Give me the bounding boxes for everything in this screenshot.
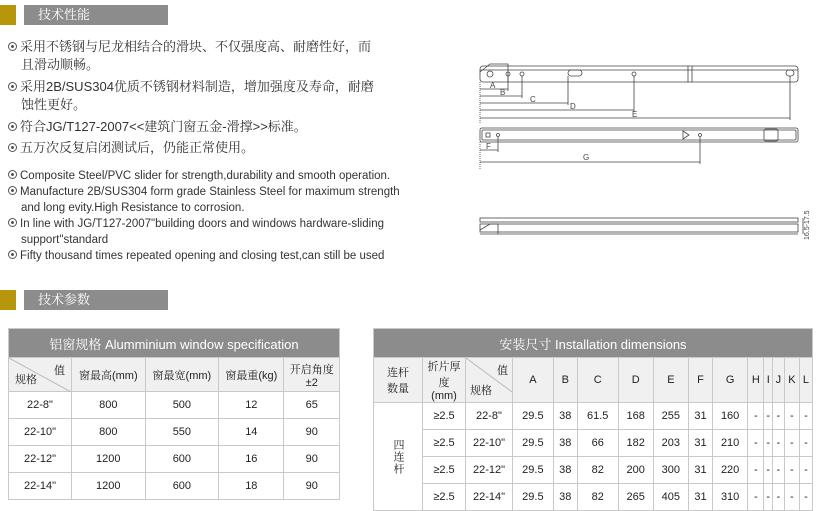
col-header-k: K	[784, 358, 799, 403]
dim-label-e: E	[632, 110, 638, 119]
col-header-c: C	[577, 358, 618, 403]
col-header-i: I	[764, 358, 772, 403]
dim-label-d: D	[570, 102, 576, 111]
corner-cell: 值 规格	[466, 358, 513, 403]
drawing-top-view	[480, 64, 798, 124]
dim-label-g: G	[583, 153, 590, 162]
col-header: 窗最宽(mm)	[145, 358, 219, 392]
feature-cn-2: 采用2B/SUS304优质不锈钢材料制造，增加强度及寿命，耐磨 蚀性更好。	[8, 78, 374, 114]
col-header-thickness: 折片厚度 (mm)	[423, 358, 466, 403]
feature-en-4: Fifty thousand times repeated opening and closing test,can still be used	[8, 248, 384, 264]
feature-cn-3: 符合JG/T127-2007<<建筑门窗五金-滑撑>>标准。	[8, 118, 307, 136]
table-row: 22-14" 1200 600 18 90	[9, 473, 340, 500]
height-label: 16.5-17.5	[804, 210, 811, 240]
section-title: 技术参数	[24, 290, 168, 310]
table-title: 铝窗规格 Alumminium window specification	[9, 329, 340, 358]
bullet-icon	[8, 170, 17, 179]
table-row: ≥2.5 22-12" 29.5 38 82 200 300 31 220 - - - - -	[374, 457, 813, 484]
feature-cn-1: 采用不锈钢与尼龙相结合的滑块、不仅强度高、耐磨性好，而 且滑动顺畅。	[8, 38, 371, 74]
accent-block	[0, 5, 16, 25]
bullet-icon	[8, 42, 17, 51]
bullet-icon	[8, 122, 17, 131]
bullet-icon	[8, 143, 17, 152]
link-group-cell: 四连杆	[374, 403, 423, 511]
dim-label-a: A	[490, 81, 496, 90]
table-row: 22-10" 800 550 14 90	[9, 419, 340, 446]
accent-block	[0, 290, 16, 310]
technical-drawing	[468, 58, 813, 298]
table-row: ≥2.5 22-10" 29.5 38 66 182 203 31 210 - - - - -	[374, 430, 813, 457]
aluminium-spec-table	[8, 328, 340, 500]
dim-label-b: B	[500, 88, 506, 97]
feature-en-1: Composite Steel/PVC slider for strength,durability and smooth operation.	[8, 168, 390, 184]
table-row: 四连杆 ≥2.5 22-8" 29.5 38 61.5 168 255 31 160 - - - - -	[374, 403, 813, 430]
section-title: 技术性能	[24, 5, 168, 25]
col-header-b: B	[553, 358, 577, 403]
col-header-f: F	[688, 358, 712, 403]
bullet-icon	[8, 218, 17, 227]
col-header-l: L	[799, 358, 812, 403]
feature-en-2: Manufacture 2B/SUS304 form grade Stainless Steel for maximum strength and long evity.High Resistance to corrosion.	[8, 184, 400, 216]
installation-dimensions-table	[373, 328, 813, 511]
bullet-icon	[8, 186, 17, 195]
col-header-g: G	[713, 358, 748, 403]
bullet-icon	[8, 250, 17, 259]
col-header-h: H	[748, 358, 764, 403]
col-header-j: J	[772, 358, 784, 403]
col-header-d: D	[618, 358, 653, 403]
col-header-links: 连杆 数量	[374, 358, 423, 403]
section-header-performance	[0, 5, 168, 25]
col-header: 窗最高(mm)	[72, 358, 146, 392]
corner-cell: 值 规格	[9, 358, 72, 392]
feature-en-3: In line with JG/T127-2007"building doors and windows hardware-sliding support"standard	[8, 216, 384, 248]
dim-label-f: F	[486, 142, 491, 151]
table-row: ≥2.5 22-14" 29.5 38 82 265 405 31 310 - - - - -	[374, 484, 813, 511]
section-header-parameters	[0, 290, 168, 310]
table-row: 22-8" 800 500 12 65	[9, 392, 340, 419]
table-title: 安装尺寸 Installation dimensions	[374, 329, 813, 358]
dim-label-c: C	[530, 95, 536, 104]
col-header-e: E	[653, 358, 688, 403]
feature-cn-4: 五万次反复启闭测试后，仍能正常使用。	[8, 139, 254, 157]
drawing-bottom-view	[480, 218, 803, 234]
drawing-side-view	[480, 128, 798, 170]
bullet-icon	[8, 82, 17, 91]
table-row: 22-12" 1200 600 16 90	[9, 446, 340, 473]
col-header: 窗最重(kg)	[219, 358, 284, 392]
col-header-a: A	[513, 358, 554, 403]
col-header: 开启角度 ±2	[284, 358, 340, 392]
